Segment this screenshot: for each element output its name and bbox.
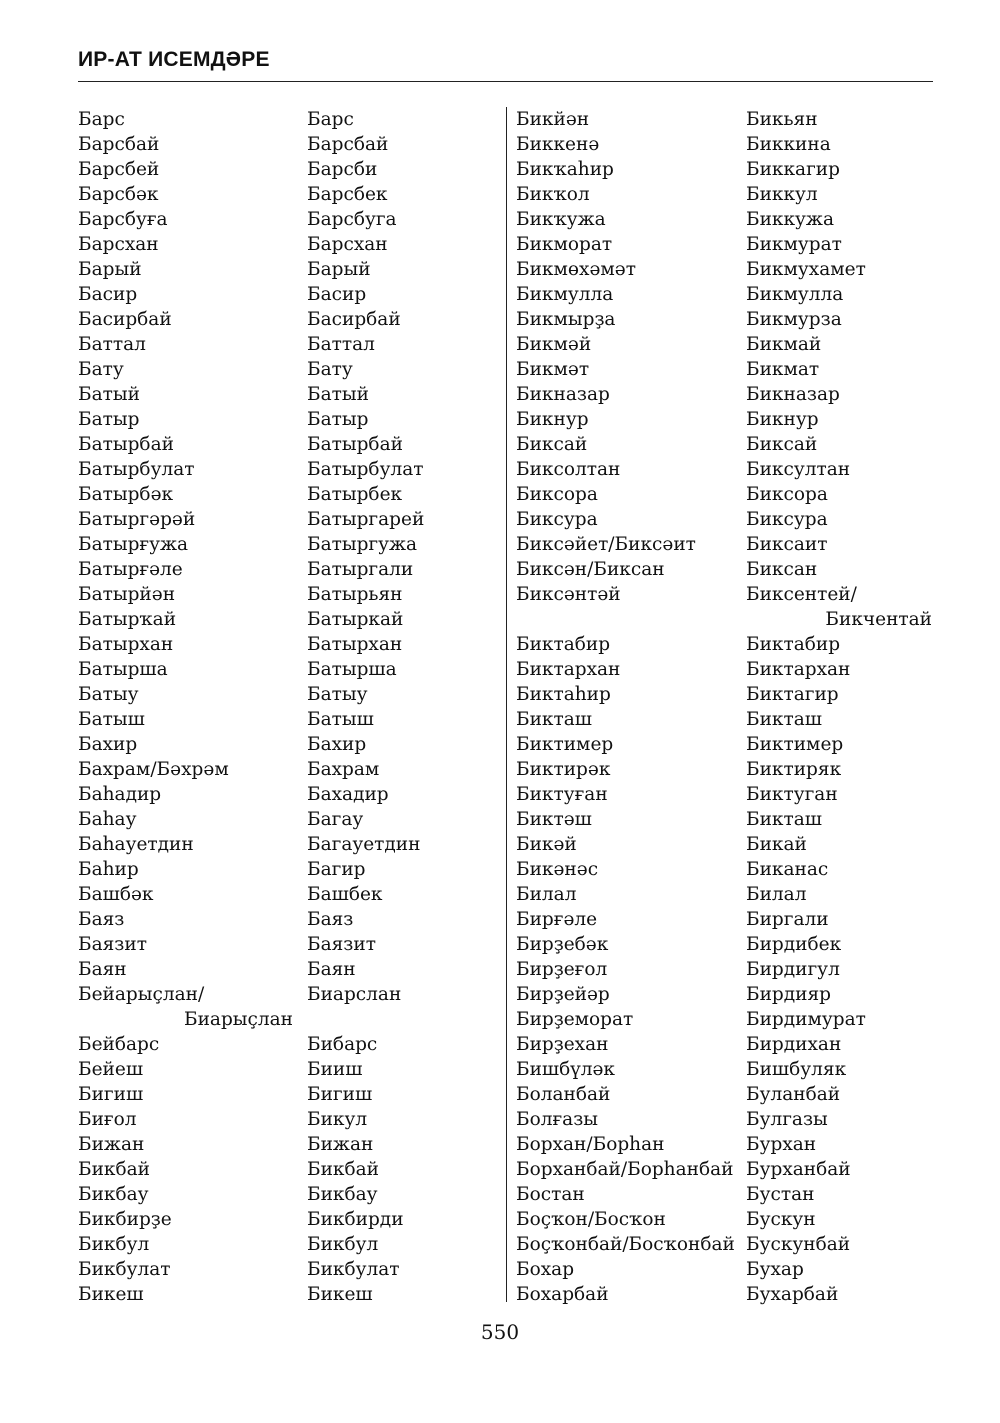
name-entry: Бикеш [307, 1284, 373, 1305]
name-entry: Башбек [307, 884, 383, 905]
name-entry: Батырғәле [78, 559, 183, 580]
name-entry: Бикбай [307, 1159, 379, 1180]
name-entry: Баттал [307, 334, 375, 355]
name-entry: Баязит [307, 934, 376, 955]
name-entry: Баян [78, 959, 127, 980]
name-entry: Барый [78, 259, 142, 280]
column-right-russian [746, 107, 932, 1307]
name-entry: Биктимер [746, 734, 844, 755]
name-entry: Бииш [307, 1059, 363, 1080]
name-entry: Багауетдин [307, 834, 421, 855]
name-entry: Барсбай [78, 134, 160, 155]
name-entry: Билал [746, 884, 807, 905]
name-entry: Бикҡужа [516, 209, 606, 230]
name-entry: Басир [307, 284, 367, 305]
name-entry: Бикчентай [825, 609, 932, 630]
name-entry: Баяз [307, 909, 354, 930]
name-entry: Биктирәк [516, 759, 611, 780]
name-entry: Бикмырҙа [516, 309, 616, 330]
name-entry: Бикҡол [516, 184, 590, 205]
name-entry: Бейарыҫлан/ [78, 984, 205, 1005]
header-rule [78, 81, 933, 82]
name-entry: Бишбуляк [746, 1059, 847, 1080]
name-entry: Батыш [78, 709, 145, 730]
name-entry: Бохар [516, 1259, 575, 1280]
name-entry: Батыргужа [307, 534, 418, 555]
name-entry: Бурханбай [746, 1159, 851, 1180]
name-entry: Бикмөхәмәт [516, 259, 636, 280]
name-entry: Булгазы [746, 1109, 828, 1130]
name-entry: Биккужа [746, 209, 834, 230]
name-entry: Бикбул [78, 1234, 150, 1255]
name-entry: Билал [516, 884, 577, 905]
name-entry: Биксан [746, 559, 818, 580]
name-entry: Бирҙейәр [516, 984, 610, 1005]
name-entry: Биксай [746, 434, 818, 455]
name-entry: Бирғәле [516, 909, 598, 930]
name-entry: Бохарбай [516, 1284, 609, 1305]
name-entry: Бустан [746, 1184, 815, 1205]
name-entry: Бирдимурат [746, 1009, 866, 1030]
column-left-bashkir [78, 107, 293, 1307]
name-entry: Биктәш [516, 809, 592, 830]
name-entry: Бирҙебәк [516, 934, 609, 955]
page-number: 550 [480, 1320, 520, 1344]
name-entry: Батырйән [78, 584, 176, 605]
name-entry: Биарыҫлан [184, 1009, 293, 1030]
name-entry [516, 607, 738, 632]
column-left-russian [307, 107, 497, 1307]
name-entry: Биккенә [516, 134, 600, 155]
name-entry: Биканас [746, 859, 829, 880]
name-entry: Биксора [746, 484, 828, 505]
name-entry: Бикмурза [746, 309, 842, 330]
name-entry: Биргали [746, 909, 829, 930]
name-entry: Баһадир [78, 784, 162, 805]
name-entry: Бикәнәс [516, 859, 599, 880]
name-entry: Батырбулат [307, 459, 424, 480]
name-entry: Биксаит [746, 534, 828, 555]
name-entry: Батырхан [307, 634, 403, 655]
name-entry: Баһау [78, 809, 137, 830]
name-entry: Батырбай [307, 434, 403, 455]
name-entry: Барс [307, 109, 354, 130]
name-entry: Биксәйет/Биксәит [516, 534, 696, 555]
name-entry: Биктиряк [746, 759, 842, 780]
name-entry: Батыргали [307, 559, 414, 580]
name-entry: Биксура [746, 509, 828, 530]
name-entry: Бахир [307, 734, 367, 755]
name-entry: Батырша [307, 659, 397, 680]
name-entry: Бирдихан [746, 1034, 842, 1055]
name-entry: Биктархан [516, 659, 621, 680]
name-entry: Бирдибек [746, 934, 842, 955]
name-entry: Барсхан [78, 234, 159, 255]
page-header-title: ИР-АТ ИСЕМДӘРЕ [78, 48, 270, 71]
name-entry: Батырьян [307, 584, 403, 605]
name-entry: Бикбирди [307, 1209, 404, 1230]
name-entry: Болғазы [516, 1109, 599, 1130]
name-entry: Бикнур [516, 409, 589, 430]
column-divider [506, 107, 507, 1302]
name-entry: Бату [78, 359, 124, 380]
name-entry: Биксәнтәй [516, 584, 621, 605]
name-entry: Батыргәрәй [78, 509, 196, 530]
name-entry: Барс [78, 109, 125, 130]
name-entry: Биктаһир [516, 684, 611, 705]
name-entry: Биарслан [307, 984, 402, 1005]
name-entry: Биктабир [746, 634, 841, 655]
name-entry: Бикназар [746, 384, 840, 405]
name-entry: Басирбай [307, 309, 401, 330]
name-entry: Бикташ [746, 709, 822, 730]
name-entry: Батыу [307, 684, 368, 705]
name-entry: Барсбек [307, 184, 388, 205]
name-entry: Бикбулат [307, 1259, 400, 1280]
name-entry: Бахрам [307, 759, 380, 780]
name-entry: Бахир [78, 734, 138, 755]
name-entry: Боҫҡон/Босҡон [516, 1209, 666, 1230]
name-entry: Бикәй [516, 834, 577, 855]
name-entry: Бускунбай [746, 1234, 851, 1255]
name-entry: Бирдигул [746, 959, 840, 980]
name-entry: Батырша [78, 659, 168, 680]
name-entry: Бикбай [78, 1159, 150, 1180]
name-entry: Басир [78, 284, 138, 305]
name-entry: Бикмухамет [746, 259, 866, 280]
name-entry: Батыр [307, 409, 369, 430]
name-entry: Батырхан [78, 634, 174, 655]
name-entry: Бикбулат [78, 1259, 171, 1280]
name-entry: Биктуган [746, 784, 838, 805]
name-entry: Биктархан [746, 659, 851, 680]
name-entry: Бату [307, 359, 353, 380]
name-entry: Биксолтан [516, 459, 621, 480]
name-entry: Бигиш [307, 1084, 373, 1105]
name-entry: Батырбулат [78, 459, 195, 480]
name-entry: Биғол [78, 1109, 137, 1130]
name-entry: Барсбуга [307, 209, 397, 230]
name-entry: Баян [307, 959, 356, 980]
name-entry: Бижан [307, 1134, 374, 1155]
name-entry: Батырбай [78, 434, 174, 455]
name-entry: Боланбай [516, 1084, 611, 1105]
name-entry: Бикморат [516, 234, 613, 255]
name-entry: Бахрам/Бәхрәм [78, 759, 229, 780]
name-entry: Биккина [746, 134, 831, 155]
name-entry: Бухарбай [746, 1284, 839, 1305]
name-entry: Баттал [78, 334, 146, 355]
name-entry: Буланбай [746, 1084, 841, 1105]
name-entry: Бикназар [516, 384, 610, 405]
name-entry: Баязит [78, 934, 147, 955]
name-entry: Батыш [307, 709, 374, 730]
name-entry: Бурхан [746, 1134, 817, 1155]
name-entry: Бикбау [78, 1184, 149, 1205]
name-entry: Биксура [516, 509, 598, 530]
name-entry: Басирбай [78, 309, 172, 330]
name-entry: Бигиш [78, 1084, 144, 1105]
name-entry: Бикьян [746, 109, 818, 130]
name-entry: Батырбәк [78, 484, 174, 505]
name-entry: Баяз [78, 909, 125, 930]
name-entry: Барый [307, 259, 371, 280]
name-entry: Барсбай [307, 134, 389, 155]
name-entry: Биксентей/ [746, 584, 857, 605]
name-entry: Бахадир [307, 784, 389, 805]
name-entry: Баһир [78, 859, 139, 880]
name-entry: Бухар [746, 1259, 804, 1280]
name-entry: Бибарс [307, 1034, 378, 1055]
name-entry: Батыркай [307, 609, 404, 630]
name-entry: Бикбирҙе [78, 1209, 172, 1230]
name-entry: Бейбарс [78, 1034, 160, 1055]
name-entry: Баһауетдин [78, 834, 194, 855]
name-entry: Бикташ [746, 809, 822, 830]
name-entry: Багир [307, 859, 366, 880]
name-entry: Барсби [307, 159, 378, 180]
name-entry: Бирҙеморат [516, 1009, 634, 1030]
name-entry: Батыр [78, 409, 140, 430]
name-entry: Бикмәй [516, 334, 592, 355]
name-entry: Биктагир [746, 684, 839, 705]
name-entry: Бикҡаһир [516, 159, 614, 180]
name-entry: Батыргарей [307, 509, 425, 530]
column-right-bashkir [516, 107, 738, 1307]
name-entry: Бижан [78, 1134, 145, 1155]
name-entry: Бикул [307, 1109, 368, 1130]
name-entry: Бикташ [516, 709, 592, 730]
name-entry: Бикбул [307, 1234, 379, 1255]
name-entry: Биктуған [516, 784, 608, 805]
name-entry: Бикай [746, 834, 807, 855]
name-entry: Батырҡай [78, 609, 177, 630]
name-entry [307, 1007, 497, 1032]
name-entry: Башбәк [78, 884, 154, 905]
name-entry: Борханбай/Борһанбай [516, 1159, 734, 1180]
name-entry: Батырбек [307, 484, 403, 505]
name-entry: Бирҙеғол [516, 959, 608, 980]
name-entry: Батый [78, 384, 140, 405]
name-entry: Бирҙехан [516, 1034, 609, 1055]
name-entry: Биксора [516, 484, 598, 505]
name-entry: Бикмулла [746, 284, 844, 305]
name-entry: Бикмәт [516, 359, 590, 380]
name-entry: Бикмай [746, 334, 822, 355]
name-entry: Биккагир [746, 159, 840, 180]
name-entry: Биктимер [516, 734, 614, 755]
name-entry: Барсбәк [78, 184, 159, 205]
name-entry: Бикмурат [746, 234, 842, 255]
name-entry: Батыу [78, 684, 139, 705]
name-entry: Боҫҡонбай/Босҡонбай [516, 1234, 735, 1255]
name-entry: Биктабир [516, 634, 611, 655]
name-entry: Бикеш [78, 1284, 144, 1305]
name-entry: Бикнур [746, 409, 819, 430]
name-entry: Бирдияр [746, 984, 832, 1005]
name-entry: Борхан/Борһан [516, 1134, 665, 1155]
name-entry: Бикмулла [516, 284, 614, 305]
name-entry: Бикбау [307, 1184, 378, 1205]
name-entry: Бостан [516, 1184, 585, 1205]
name-entry: Бикйән [516, 109, 590, 130]
name-entry: Биксултан [746, 459, 851, 480]
name-entry: Барсбей [78, 159, 160, 180]
name-entry: Барсхан [307, 234, 388, 255]
name-entry: Бикмат [746, 359, 820, 380]
name-entry: Биксән/Биксан [516, 559, 665, 580]
name-entry: Батый [307, 384, 369, 405]
name-entry: Биксай [516, 434, 588, 455]
name-entry: Багау [307, 809, 364, 830]
name-entry: Батырғужа [78, 534, 189, 555]
name-entry: Бейеш [78, 1059, 144, 1080]
name-entry: Бускун [746, 1209, 816, 1230]
name-entry: Бишбүләк [516, 1059, 615, 1080]
name-entry: Барсбуға [78, 209, 168, 230]
name-entry: Биккул [746, 184, 818, 205]
